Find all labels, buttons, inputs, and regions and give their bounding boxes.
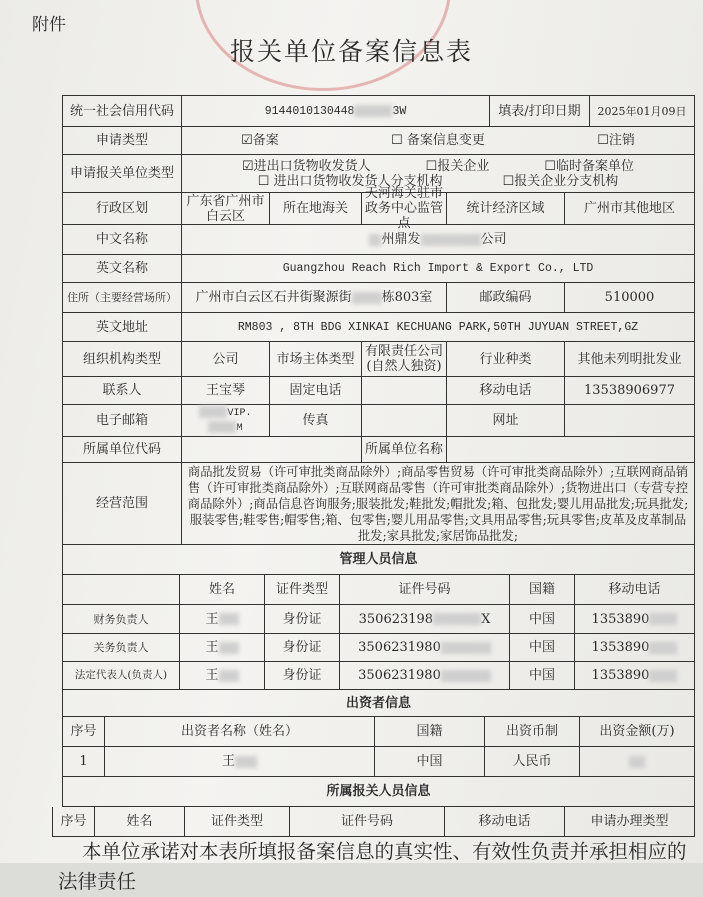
en-name-value: Guangzhou Reach Rich Import & Export Co., LTD xyxy=(182,255,695,283)
brokers-header-id-no: 证件号码 xyxy=(290,807,445,837)
id-no-end: X xyxy=(481,611,491,627)
website-value xyxy=(565,405,695,437)
market-type-value: 有限责任公司(自然人独资) xyxy=(362,342,447,377)
manager-nationality: 中国 xyxy=(510,634,575,662)
cn-name-suffix: 公司 xyxy=(480,232,507,247)
managers-header-id-type: 证件类型 xyxy=(265,575,340,605)
mobile-value: 13538906977 xyxy=(565,377,695,405)
contact-value: 王宝琴 xyxy=(182,377,270,405)
fax-label: 传真 xyxy=(270,405,362,437)
redaction xyxy=(421,234,481,246)
phone-label: 固定电话 xyxy=(270,377,362,405)
manager-id-type: 身份证 xyxy=(265,634,340,662)
en-name-label: 英文名称 xyxy=(62,255,182,283)
parent-code-value xyxy=(182,437,362,463)
manager-mobile xyxy=(575,605,695,634)
manager-role: 财务负责人 xyxy=(62,605,180,634)
fax-value xyxy=(362,405,447,437)
brokers-header-mobile: 移动电话 xyxy=(445,807,565,837)
checkbox-change[interactable]: ☐ 备案信息变更 xyxy=(391,133,485,148)
manager-id-no xyxy=(340,605,510,634)
manager-mobile xyxy=(575,662,695,690)
apply-type-label: 申请类型 xyxy=(62,127,182,155)
redaction xyxy=(441,670,491,682)
investor-name xyxy=(105,747,375,777)
brokers-header-apply-type: 申请办理类型 xyxy=(565,807,695,837)
en-address-value: RM803 , 8TH BDG XINKAI KECHUANG PARK,50TH JUYUAN STREET,GZ xyxy=(182,313,695,342)
credit-code-suffix: 3W xyxy=(392,104,407,118)
brokers-header-name: 姓名 xyxy=(95,807,185,837)
website-label: 网址 xyxy=(447,405,565,437)
econ-value: 广州市其他地区 xyxy=(565,193,695,225)
email-start: VIP. xyxy=(227,407,252,419)
manager-name xyxy=(180,634,265,662)
managers-header-mobile: 移动电话 xyxy=(575,575,695,605)
redaction xyxy=(649,613,677,625)
manager-name xyxy=(180,662,265,690)
cn-name-prefix: 州鼎发 xyxy=(381,232,421,247)
manager-id-type: 身份证 xyxy=(265,605,340,634)
econ-label: 统计经济区域 xyxy=(447,193,565,225)
managers-header-name: 姓名 xyxy=(180,575,265,605)
redaction xyxy=(199,406,227,418)
redaction xyxy=(219,613,239,625)
unit-type-label: 申请报关单位类型 xyxy=(62,155,182,193)
investors-header-name: 出资者名称（姓名） xyxy=(105,717,375,747)
investors-header-currency: 出资币制 xyxy=(485,717,580,747)
investors-header-nationality: 国籍 xyxy=(375,717,485,747)
parent-code-label: 所属单位代码 xyxy=(62,437,182,463)
apply-type-options xyxy=(182,127,695,155)
form-title: 报关单位备案信息表 xyxy=(229,37,473,66)
email-end: M xyxy=(236,422,243,434)
checkbox-broker-branch[interactable]: ☐报关企业分支机构 xyxy=(502,173,619,189)
en-address-label: 英文地址 xyxy=(62,313,182,342)
manager-name xyxy=(180,605,265,634)
manager-id-no xyxy=(340,634,510,662)
manager-name-text: 王 xyxy=(205,611,219,627)
manager-id-type: 身份证 xyxy=(265,662,340,690)
managers-section-title: 管理人员信息 xyxy=(62,545,695,575)
customs-value: 天河海关驻市政务中心监管点 xyxy=(362,193,447,225)
manager-role: 关务负责人 xyxy=(62,634,180,662)
manager-nationality: 中国 xyxy=(510,662,575,690)
date-value: 2025年01月09日 xyxy=(590,95,695,127)
checkbox-filing[interactable]: ☑备案 xyxy=(241,133,279,148)
region-value: 广东省广州市白云区 xyxy=(182,193,270,225)
redaction xyxy=(352,292,382,304)
redaction xyxy=(649,642,677,654)
redaction xyxy=(433,613,481,625)
mobile-text: 1353890 xyxy=(591,611,650,627)
id-no-text: 350623198 xyxy=(358,611,434,627)
market-type-label: 市场主体类型 xyxy=(270,342,362,377)
attachment-label: 附件 xyxy=(32,15,66,35)
cn-name-label: 中文名称 xyxy=(62,225,182,255)
redaction xyxy=(208,421,236,433)
region-label: 行政区划 xyxy=(62,193,182,225)
checkbox-consignor[interactable]: ☑进出口货物收发货人 xyxy=(242,158,371,174)
investors-header-no: 序号 xyxy=(62,717,105,747)
managers-header-blank xyxy=(62,575,180,605)
address-suffix: 栋803室 xyxy=(381,290,433,305)
manager-name-text: 王 xyxy=(205,640,219,655)
investor-no: 1 xyxy=(62,747,105,777)
brokers-section-title: 所属报关人员信息 xyxy=(62,777,695,807)
manager-id-no xyxy=(340,662,510,690)
managers-header-id-no: 证件号码 xyxy=(340,575,510,605)
email-value xyxy=(182,405,270,437)
customs-label: 所在地海关 xyxy=(270,193,362,225)
credit-code-prefix: 9144010130448 xyxy=(264,104,355,118)
brokers-header-no: 序号 xyxy=(52,807,95,837)
redaction xyxy=(441,642,491,654)
redaction xyxy=(219,670,239,682)
investor-nationality: 中国 xyxy=(375,747,485,777)
address-value xyxy=(182,283,447,313)
redaction xyxy=(354,105,392,117)
manager-role: 法定代表人(负责人) xyxy=(62,662,180,690)
redaction xyxy=(629,756,645,768)
commitment-text: 本单位承诺对本表所填报备案信息的真实性、有效性负责并承担相应的法律责任 xyxy=(58,840,687,893)
credit-code-value xyxy=(182,95,490,127)
id-no-text: 3506231980 xyxy=(358,668,441,683)
checkbox-cancel[interactable]: ☐注销 xyxy=(597,133,635,148)
contact-label: 联系人 xyxy=(62,377,182,405)
industry-label: 行业种类 xyxy=(447,342,565,377)
cn-name-value xyxy=(182,225,695,255)
redaction xyxy=(219,642,239,654)
postcode-label: 邮政编码 xyxy=(447,283,565,313)
redaction xyxy=(235,756,257,768)
manager-mobile xyxy=(575,634,695,662)
phone-value xyxy=(362,377,447,405)
manager-name-text: 王 xyxy=(205,668,219,683)
org-type-value: 公司 xyxy=(182,342,270,377)
mobile-text: 1353890 xyxy=(591,640,650,655)
date-label: 填表/打印日期 xyxy=(490,95,590,127)
investors-section-title: 出资者信息 xyxy=(62,690,695,717)
checkbox-temp[interactable]: ☐临时备案单位 xyxy=(544,158,634,174)
checkbox-consignor-branch[interactable]: ☐ 进出口货物收发货人分支机构 xyxy=(257,173,443,189)
postcode-value: 510000 xyxy=(565,283,695,313)
industry-value: 其他未列明批发业 xyxy=(565,342,695,377)
id-no-text: 3506231980 xyxy=(358,640,441,655)
brokers-header-id-type: 证件类型 xyxy=(185,807,290,837)
address-prefix: 广州市白云区石井街聚源街 xyxy=(195,290,352,305)
scope-value: 商品批发贸易（许可审批类商品除外）;商品零售贸易（许可审批类商品除外）;互联网商品销售（许可审批类商品除外）;互联网商品零售（许可审批类商品除外）;货物进出口（专营专控商品除外）;商品信息咨询服务;服装批发;鞋批发;帽批发;箱、包批发;婴儿用品批发;玩具批发;服装零售;鞋零售;帽零售;箱、包零售;婴儿用品零售;文具用品零售;玩具零售;皮革及皮革制品批发;家具批发;家居饰品批发; xyxy=(182,463,695,545)
managers-header-nationality: 国籍 xyxy=(510,575,575,605)
redaction xyxy=(649,670,677,682)
org-type-label: 组织机构类型 xyxy=(62,342,182,377)
scope-label: 经营范围 xyxy=(62,463,182,545)
mobile-label: 移动电话 xyxy=(447,377,565,405)
parent-name-label: 所属单位名称 xyxy=(362,437,447,463)
email-label: 电子邮箱 xyxy=(62,405,182,437)
checkbox-broker[interactable]: ☐报关企业 xyxy=(425,158,490,174)
investor-name-text: 王 xyxy=(221,754,235,769)
mobile-text: 1353890 xyxy=(591,668,650,683)
investors-header-amount: 出资金额(万) xyxy=(580,717,695,747)
parent-name-value xyxy=(447,437,695,463)
manager-nationality: 中国 xyxy=(510,605,575,634)
credit-code-label: 统一社会信用代码 xyxy=(62,95,182,127)
address-label: 住所（主要经营场所） xyxy=(62,283,182,313)
investor-currency: 人民币 xyxy=(485,747,580,777)
investor-amount xyxy=(580,747,695,777)
redaction xyxy=(369,234,381,246)
